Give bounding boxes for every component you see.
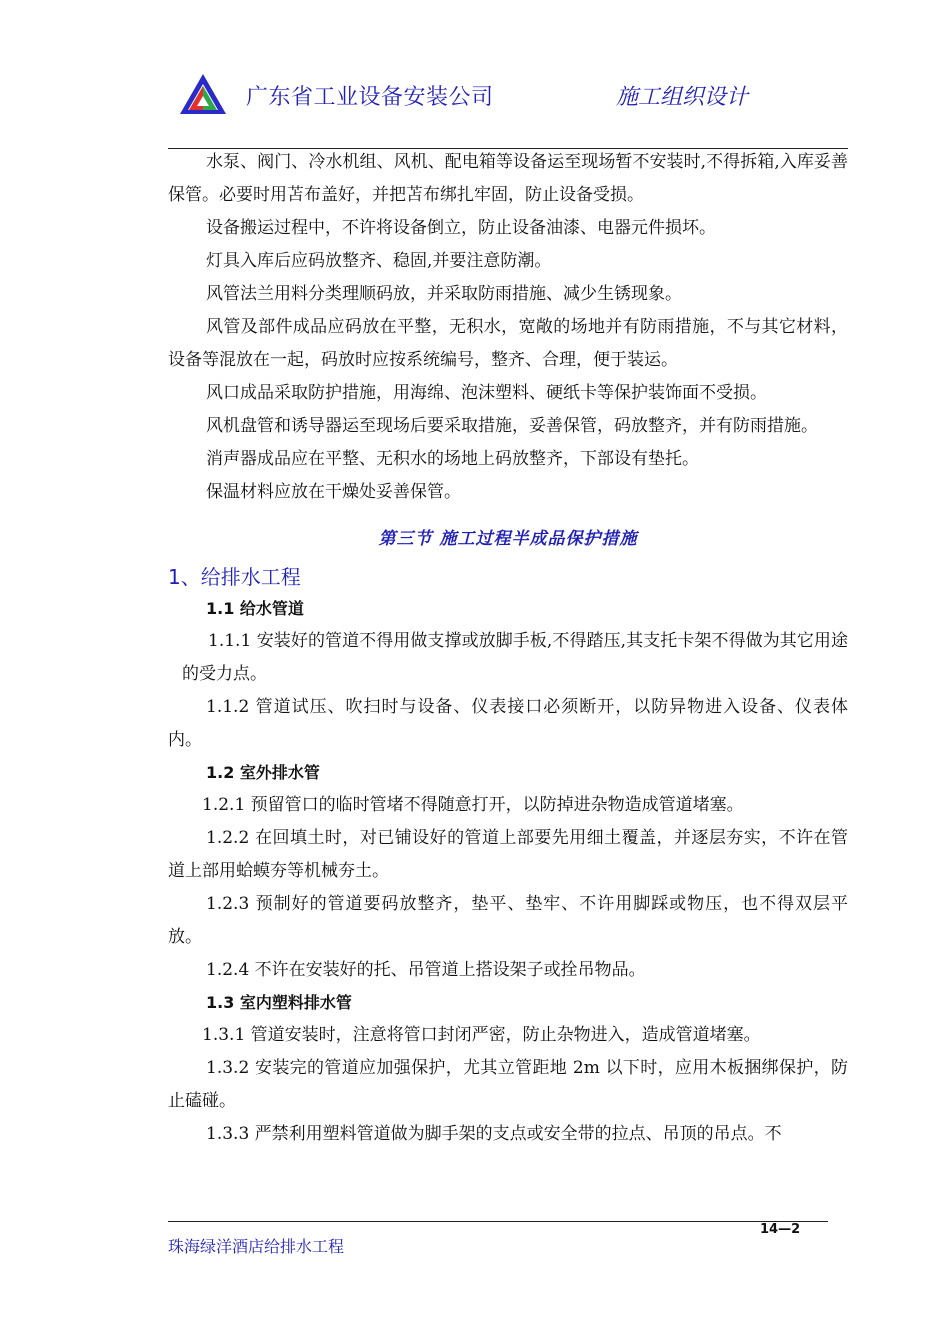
footer-divider bbox=[168, 1221, 828, 1222]
paragraph: 风机盘管和诱导器运至现场后要采取措施，妥善保管，码放整齐，并有防雨措施。 bbox=[206, 416, 818, 436]
paragraph: 水泵、阀门、冷水机组、风机、配电箱等设备运至现场暂不安装时,不得拆箱,入库妥善保管。必要时用苫布盖好，并把苫布绑扎牢固，防止设备受损。 bbox=[168, 152, 848, 205]
paragraph: 消声器成品应在平整、无积水的场地上码放整齐，下部设有垫托。 bbox=[206, 449, 699, 469]
page-body bbox=[168, 146, 848, 1151]
document-title: 施工组织设计 bbox=[616, 85, 749, 110]
subheading-1-3: 1.3 室内塑料排水管 bbox=[206, 993, 352, 1012]
page-number: 14—2 bbox=[760, 1222, 801, 1237]
paragraph: 风管及部件成品应码放在平整，无积水，宽敞的场地并有防雨措施，不与其它材料，设备等混放在一起，码放时应按系统编号，整齐、合理，便于装运。 bbox=[168, 317, 848, 370]
section-title: 第三节 施工过程半成品保护措施 bbox=[378, 529, 638, 549]
company-name: 广东省工业设备安装公司 bbox=[246, 85, 494, 110]
list-item: 1.2.3 预制好的管道要码放整齐，垫平、垫牢、不许用脚踩或物压，也不得双层平放。 bbox=[168, 894, 848, 947]
page-header bbox=[178, 72, 848, 122]
subheading-1-2: 1.2 室外排水管 bbox=[206, 763, 320, 782]
subheading-1-1: 1.1 给水管道 bbox=[206, 599, 304, 618]
list-item: 1.2.2 在回填土时，对已铺设好的管道上部要先用细土覆盖，并逐层夯实，不许在管道上部用蛤蟆夯等机械夯土。 bbox=[168, 828, 848, 881]
list-item-hanging bbox=[168, 625, 848, 691]
company-logo-icon bbox=[178, 72, 228, 116]
list-item: 1.1.1 安装好的管道不得用做支撑或放脚手板,不得踏压,其支托卡架不得做为其它用途的受力点。 bbox=[182, 631, 848, 684]
list-item: 1.1.2 管道试压、吹扫时与设备、仪表接口必须断开，以防异物进入设备、仪表体内。 bbox=[168, 697, 848, 750]
paragraph: 风口成品采取防护措施，用海绵、泡沫塑料、硬纸卡等保护装饰面不受损。 bbox=[206, 383, 767, 403]
heading-level-1: 1、给排水工程 bbox=[168, 565, 301, 589]
paragraph: 保温材料应放在干燥处妥善保管。 bbox=[206, 482, 461, 502]
paragraph: 风管法兰用料分类理顺码放，并采取防雨措施、减少生锈现象。 bbox=[206, 284, 682, 304]
footer-project-title: 珠海绿洋酒店给排水工程 bbox=[168, 1237, 345, 1256]
list-item: 1.2.4 不许在安装好的托、吊管道上搭设架子或拴吊物品。 bbox=[206, 960, 646, 980]
list-item: 1.3.1 管道安装时，注意将管口封闭严密，防止杂物进入，造成管道堵塞。 bbox=[202, 1025, 761, 1045]
list-item: 1.2.1 预留管口的临时管堵不得随意打开，以防掉进杂物造成管道堵塞。 bbox=[202, 795, 744, 815]
paragraph: 灯具入库后应码放整齐、稳固,并要注意防潮。 bbox=[206, 251, 552, 271]
list-item: 1.3.2 安装完的管道应加强保护，尤其立管距地 2m 以下时，应用木板捆绑保护，防止磕碰。 bbox=[168, 1058, 848, 1111]
paragraph: 设备搬运过程中，不许将设备倒立，防止设备油漆、电器元件损坏。 bbox=[206, 218, 716, 238]
list-item: 1.3.3 严禁利用塑料管道做为脚手架的支点或安全带的拉点、吊顶的吊点。不 bbox=[206, 1124, 782, 1144]
